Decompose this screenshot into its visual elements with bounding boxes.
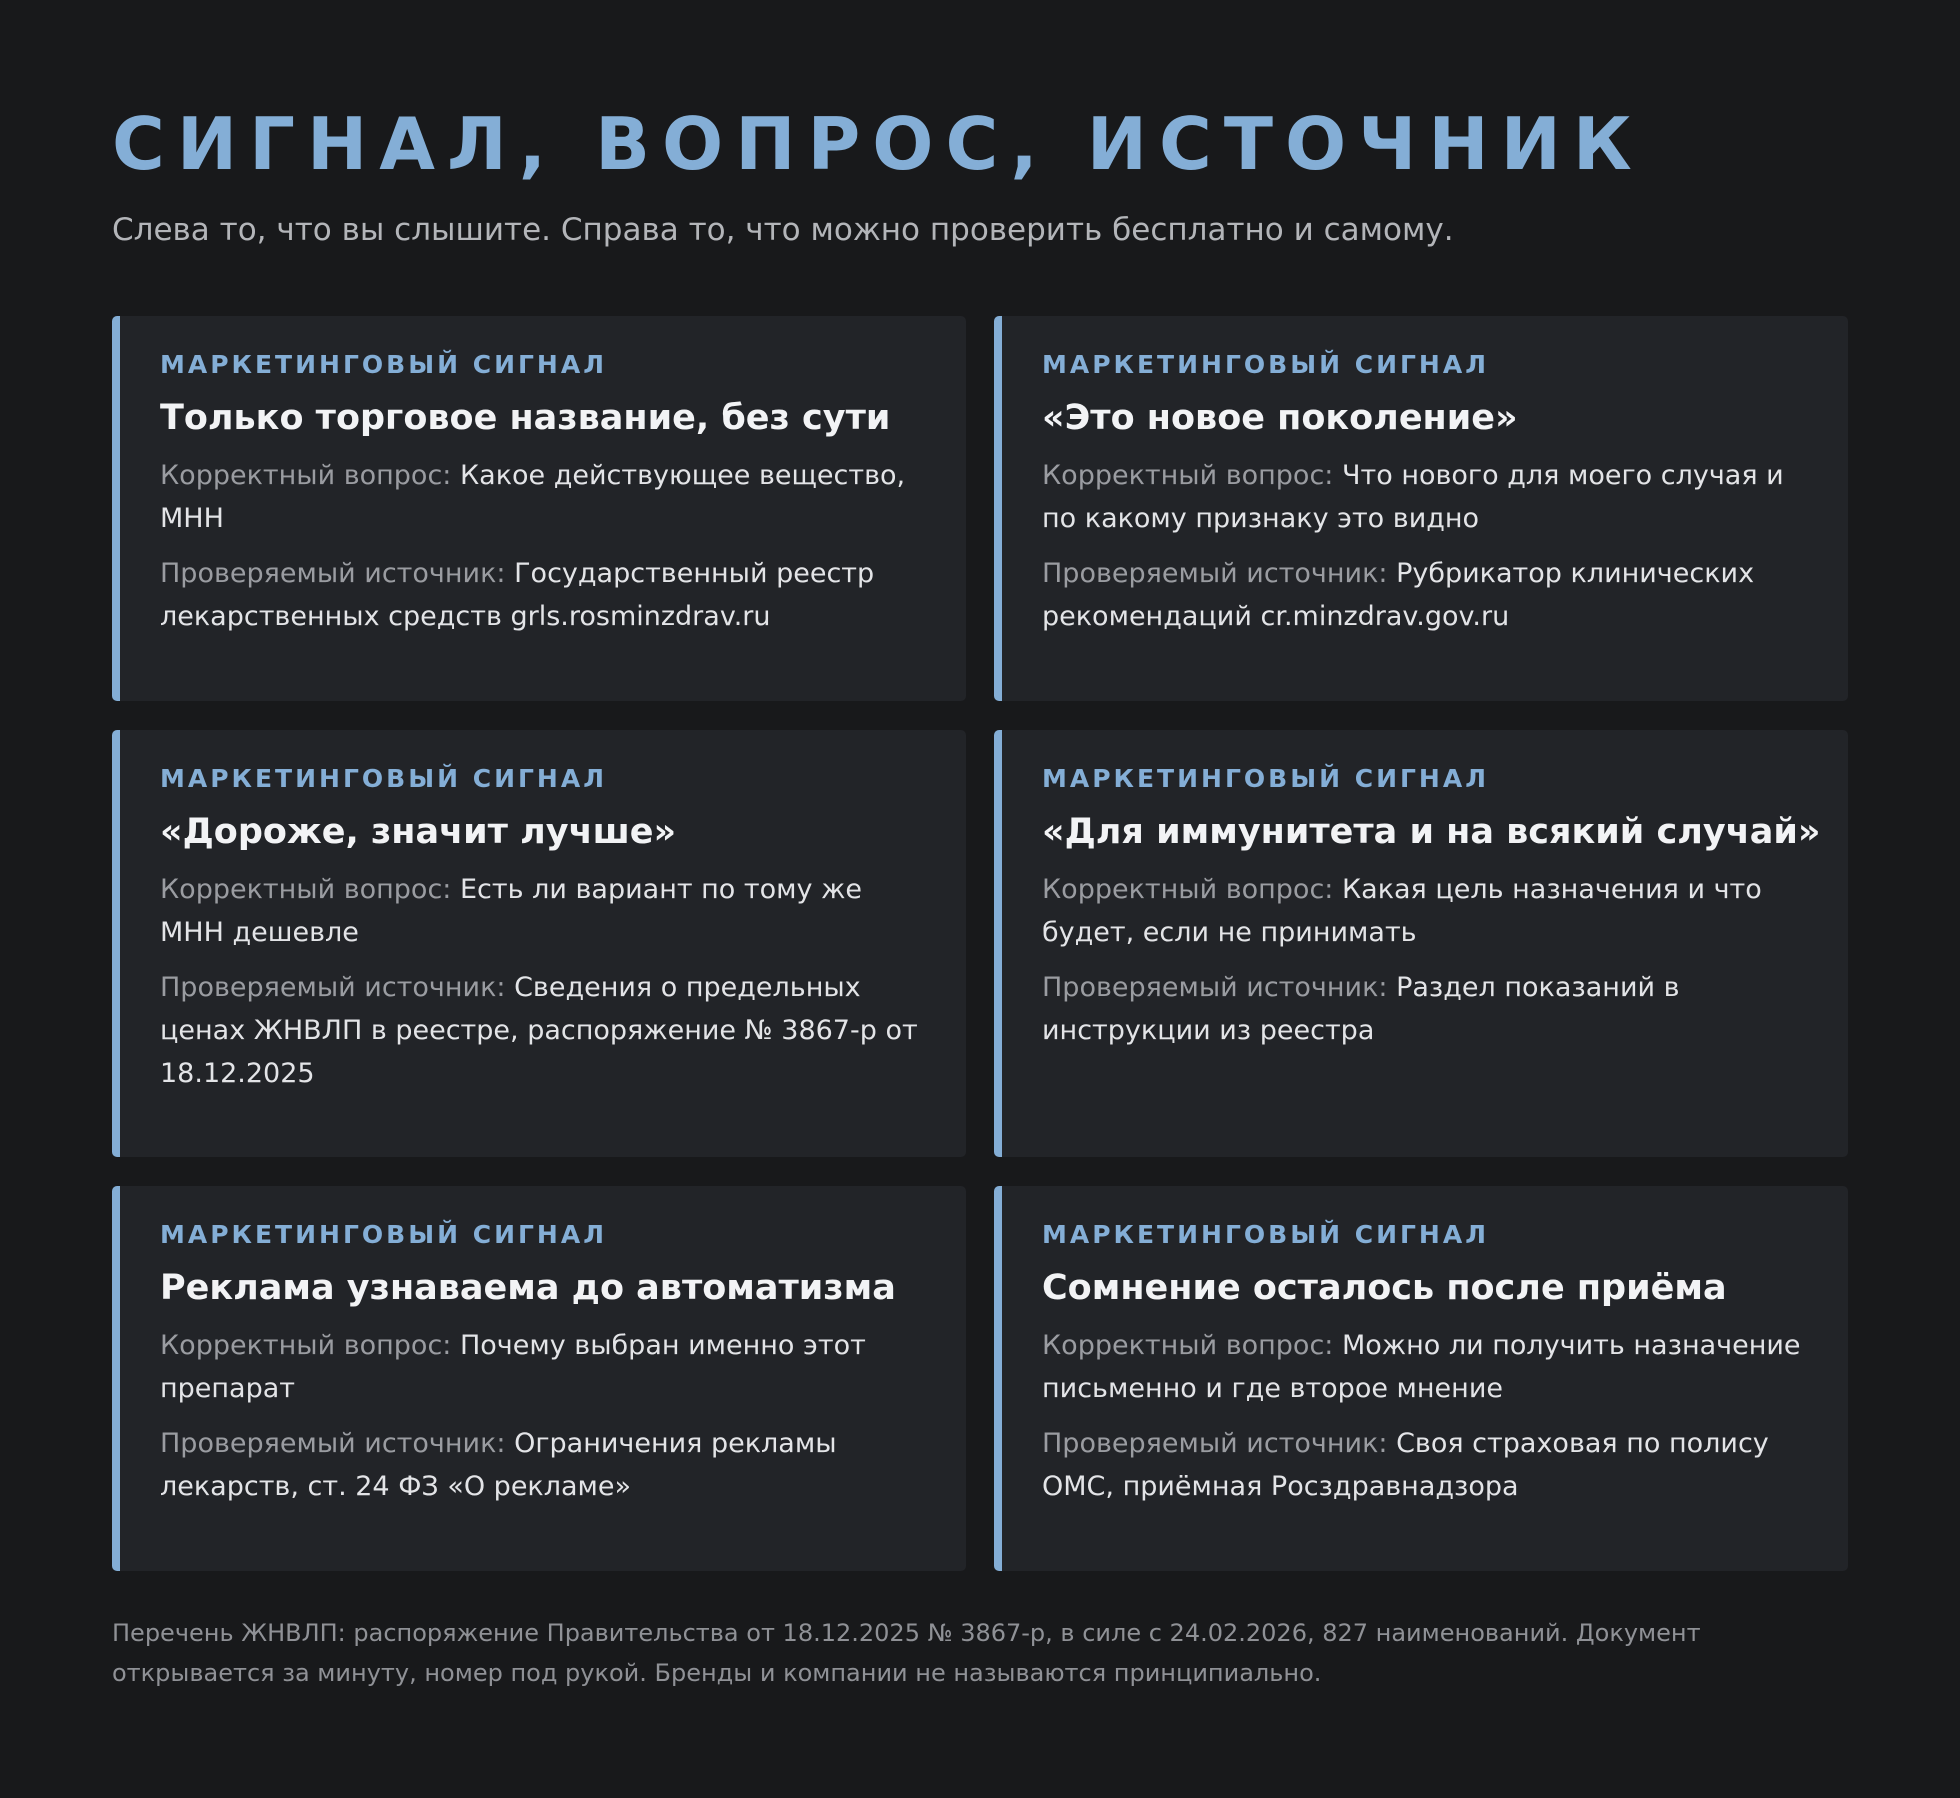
question-row: [160, 454, 926, 540]
signal-card: [112, 730, 966, 1157]
question-row: [1042, 1324, 1808, 1410]
signal-card: [112, 1186, 966, 1571]
source-text: Сведения о предельных ценах ЖНВЛП в реестре, распоряжение № 3867-р от 18.12.2025: [160, 972, 918, 1089]
source-label: Проверяемый источник:: [1042, 972, 1397, 1003]
card-tag: МАРКЕТИНГОВЫЙ СИГНАЛ: [1042, 350, 1489, 379]
source-row: [160, 966, 926, 1095]
question-row: [1042, 868, 1808, 954]
source-row: [1042, 552, 1808, 638]
card-tag: МАРКЕТИНГОВЫЙ СИГНАЛ: [1042, 764, 1489, 793]
source-text: Раздел показаний в инструкции из реестра: [1042, 972, 1680, 1046]
source-label: Проверяемый источник:: [1042, 1428, 1397, 1459]
signal-card: [994, 730, 1848, 1157]
source-row: [1042, 966, 1808, 1052]
card-heading: «Для иммунитета и на всякий случай»: [1042, 812, 1821, 852]
card-heading: «Это новое поколение»: [1042, 398, 1518, 438]
card-tag: МАРКЕТИНГОВЫЙ СИГНАЛ: [160, 764, 607, 793]
source-label: Проверяемый источник:: [160, 1428, 515, 1459]
source-text: Рубрикатор клинических рекомендаций cr.minzdrav.gov.ru: [1042, 558, 1755, 632]
source-row: [160, 552, 926, 638]
question-label: Корректный вопрос:: [160, 874, 460, 905]
card-heading: Реклама узнаваема до автоматизма: [160, 1268, 896, 1308]
question-label: Корректный вопрос:: [160, 460, 460, 491]
card-heading: Только торговое название, без сути: [160, 398, 891, 438]
question-label: Корректный вопрос:: [1042, 460, 1342, 491]
source-label: Проверяемый источник:: [160, 558, 515, 589]
source-text: Ограничения рекламы лекарств, ст. 24 ФЗ «О рекламе»: [160, 1428, 837, 1502]
source-row: [1042, 1422, 1808, 1508]
source-text: Своя страховая по полису ОМС, приёмная Росздравнадзора: [1042, 1428, 1769, 1502]
question-text: Есть ли вариант по тому же МНН дешевле: [160, 874, 863, 948]
source-row: [160, 1422, 926, 1508]
signal-card: [994, 316, 1848, 701]
question-label: Корректный вопрос:: [160, 1330, 460, 1361]
footnote: Перечень ЖНВЛП: распоряжение Правительства от 18.12.2025 № 3867-р, в силе с 24.02.2026, 827 наименований. Документ открывается за минуту, номер под рукой. Бренды и компании не называются принципиально.: [112, 1619, 1701, 1687]
signal-card: [994, 1186, 1848, 1571]
question-text: Что нового для моего случая и по какому признаку это видно: [1042, 460, 1784, 534]
question-row: [160, 868, 926, 954]
signal-card: [112, 316, 966, 701]
page-title: СИГНАЛ, ВОПРОС, ИСТОЧНИК: [112, 102, 1644, 186]
question-text: Какое действующее вещество, МНН: [160, 460, 906, 534]
question-row: [1042, 454, 1808, 540]
source-text: Государственный реестр лекарственных средств grls.rosminzdrav.ru: [160, 558, 875, 632]
source-label: Проверяемый источник:: [160, 972, 515, 1003]
card-heading: «Дороже, значит лучше»: [160, 812, 677, 852]
question-label: Корректный вопрос:: [1042, 1330, 1342, 1361]
card-tag: МАРКЕТИНГОВЫЙ СИГНАЛ: [1042, 1220, 1489, 1249]
page-subtitle: Слева то, что вы слышите. Справа то, что можно проверить бесплатно и самому.: [112, 212, 1454, 248]
question-text: Почему выбран именно этот препарат: [160, 1330, 866, 1404]
card-tag: МАРКЕТИНГОВЫЙ СИГНАЛ: [160, 350, 607, 379]
question-text: Какая цель назначения и что будет, если не принимать: [1042, 874, 1762, 948]
question-text: Можно ли получить назначение письменно и где второе мнение: [1042, 1330, 1801, 1404]
question-row: [160, 1324, 926, 1410]
source-label: Проверяемый источник:: [1042, 558, 1397, 589]
card-tag: МАРКЕТИНГОВЫЙ СИГНАЛ: [160, 1220, 607, 1249]
question-label: Корректный вопрос:: [1042, 874, 1342, 905]
card-heading: Сомнение осталось после приёма: [1042, 1268, 1727, 1308]
